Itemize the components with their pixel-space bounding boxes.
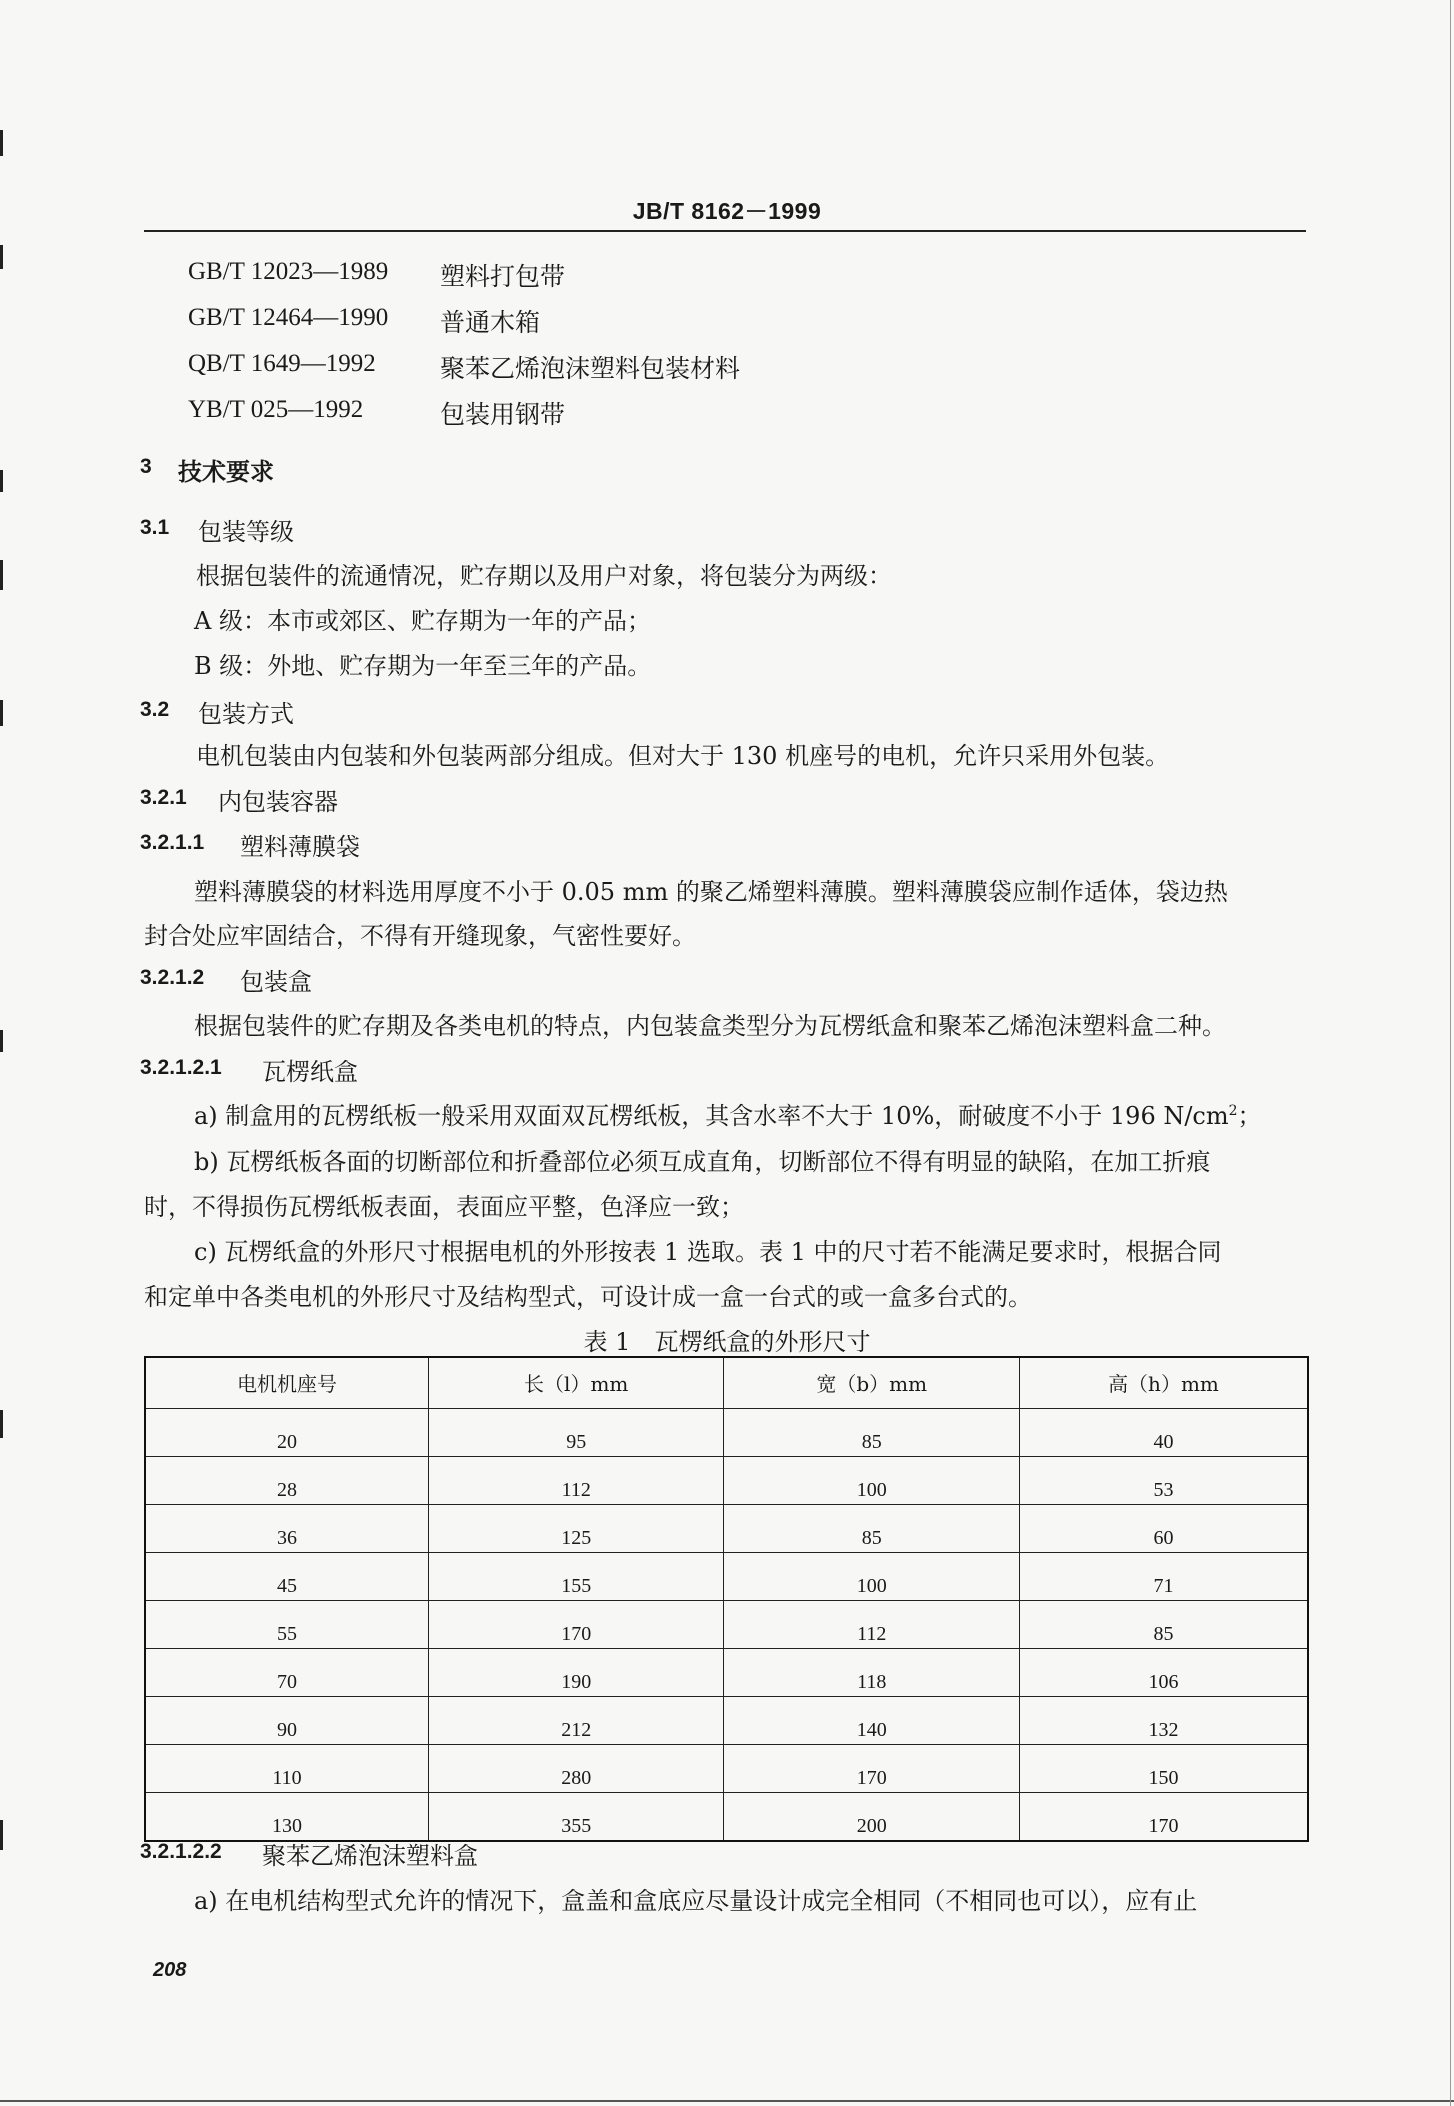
table-cell: 71 — [1019, 1553, 1308, 1601]
paragraph — [194, 1096, 1262, 1131]
dimension-table — [144, 1356, 1309, 1842]
table-cell: 155 — [428, 1553, 723, 1601]
table-cell: 70 — [145, 1649, 428, 1697]
scan-margin-mark — [0, 1030, 3, 1052]
table-cell: 118 — [724, 1649, 1020, 1697]
reference-code: YB/T 025—1992 — [188, 396, 364, 423]
scan-right-edge — [1450, 0, 1451, 2106]
table-cell: 190 — [428, 1649, 723, 1697]
scan-margin-mark — [0, 245, 3, 269]
paragraph: 根据包装件的流通情况，贮存期以及用户对象，将包装分为两级： — [196, 562, 892, 590]
table-cell: 106 — [1019, 1649, 1308, 1697]
table-cell: 53 — [1019, 1457, 1308, 1505]
paragraph: B 级：外地、贮存期为一年至三年的产品。 — [194, 652, 652, 680]
section-title: 包装盒 — [240, 968, 312, 996]
table-cell: 45 — [145, 1553, 428, 1601]
table-caption: 表 1 瓦楞纸盒的外形尺寸 — [583, 1328, 871, 1356]
section-number: 3.2.1.1 — [140, 831, 205, 854]
table-cell: 200 — [724, 1793, 1020, 1842]
scan-margin-mark — [0, 130, 3, 156]
reference-code: QB/T 1649—1992 — [188, 350, 376, 377]
page-number: 208 — [153, 1959, 187, 1981]
header-rule — [144, 230, 1306, 232]
table-cell: 170 — [428, 1601, 723, 1649]
scan-margin-mark — [0, 1820, 3, 1850]
section-number: 3.2 — [140, 698, 170, 721]
section-title: 瓦楞纸盒 — [262, 1058, 358, 1086]
paragraph: 电机包装由内包装和外包装两部分组成。但对大于 130 机座号的电机，允许只采用外包装。 — [196, 742, 1170, 770]
section-number: 3.2.1.2.1 — [140, 1056, 222, 1079]
table-cell: 85 — [1019, 1601, 1308, 1649]
section-title: 技术要求 — [178, 458, 274, 486]
table-cell: 28 — [145, 1457, 428, 1505]
paragraph: 封合处应牢固结合，不得有开缝现象，气密性要好。 — [144, 922, 696, 950]
section-number: 3.2.1.2.2 — [140, 1840, 222, 1863]
table-cell: 55 — [145, 1601, 428, 1649]
section-number: 3.1 — [140, 516, 170, 539]
table-cell: 170 — [724, 1745, 1020, 1793]
paragraph: A 级：本市或郊区、贮存期为一年的产品； — [194, 607, 651, 635]
section-number: 3.2.1 — [140, 786, 187, 809]
table-cell: 112 — [428, 1457, 723, 1505]
table-cell: 20 — [145, 1409, 428, 1457]
table-cell: 132 — [1019, 1697, 1308, 1745]
table-cell: 95 — [428, 1409, 723, 1457]
reference-title: 聚苯乙烯泡沫塑料包装材料 — [440, 354, 741, 383]
scan-margin-mark — [0, 560, 3, 590]
table-cell: 112 — [724, 1601, 1020, 1649]
table-row — [145, 1553, 1308, 1601]
section-title: 聚苯乙烯泡沫塑料盒 — [262, 1842, 478, 1870]
table-row — [145, 1745, 1308, 1793]
table-cell: 280 — [428, 1745, 723, 1793]
table-cell: 90 — [145, 1697, 428, 1745]
table-cell: 130 — [145, 1793, 428, 1842]
paragraph: a) 在电机结构型式允许的情况下，盒盖和盒底应尽量设计成完全相同（不相同也可以），应有止 — [194, 1887, 1198, 1915]
reference-code: GB/T 12464—1990 — [188, 304, 389, 331]
section-title: 包装方式 — [198, 700, 294, 728]
table-cell: 125 — [428, 1505, 723, 1553]
table-row — [145, 1697, 1308, 1745]
section-title: 塑料薄膜袋 — [240, 833, 360, 861]
reference-code: GB/T 12023—1989 — [188, 258, 389, 285]
reference-title: 塑料打包带 — [440, 262, 566, 291]
table-cell: 100 — [724, 1457, 1020, 1505]
table-row — [145, 1793, 1308, 1842]
scan-edge-rule — [0, 2100, 1454, 2102]
table-cell: 150 — [1019, 1745, 1308, 1793]
column-header: 高（h）mm — [1019, 1357, 1308, 1409]
paragraph: 和定单中各类电机的外形尺寸及结构型式，可设计成一盒一台式的或一盒多台式的。 — [144, 1283, 1032, 1311]
table-cell: 85 — [724, 1505, 1020, 1553]
table-row — [145, 1649, 1308, 1697]
table-cell: 100 — [724, 1553, 1020, 1601]
table-row — [145, 1505, 1308, 1553]
table-cell: 212 — [428, 1697, 723, 1745]
table-cell: 110 — [145, 1745, 428, 1793]
paragraph: 塑料薄膜袋的材料选用厚度不小于 0.05 mm 的聚乙烯塑料薄膜。塑料薄膜袋应制作适体，袋边热 — [194, 878, 1228, 906]
section-title: 内包装容器 — [218, 788, 338, 816]
column-header: 长（l）mm — [428, 1357, 723, 1409]
column-header: 电机机座号 — [145, 1357, 428, 1409]
paragraph: 时，不得损伤瓦楞纸板表面，表面应平整，色泽应一致； — [144, 1193, 744, 1221]
table-cell: 140 — [724, 1697, 1020, 1745]
table-cell: 85 — [724, 1409, 1020, 1457]
paragraph-text: a) 制盒用的瓦楞纸板一般采用双面双瓦楞纸板，其含水率不大于 10%，耐破度不小于 196 N/cm — [194, 1102, 1229, 1130]
table-cell: 170 — [1019, 1793, 1308, 1842]
paragraph-punct: ； — [1237, 1102, 1262, 1130]
section-number: 3.2.1.2 — [140, 966, 205, 989]
reference-title: 包装用钢带 — [440, 400, 566, 429]
column-header: 宽（b）mm — [724, 1357, 1020, 1409]
scan-margin-mark — [0, 700, 3, 726]
scan-margin-mark — [0, 1410, 3, 1438]
paragraph: b) 瓦楞纸板各面的切断部位和折叠部位必须互成直角，切断部位不得有明显的缺陷，在加工折痕 — [194, 1148, 1211, 1176]
scan-margin-mark — [0, 470, 3, 492]
table-cell: 40 — [1019, 1409, 1308, 1457]
reference-title: 普通木箱 — [440, 308, 541, 337]
table-header-row — [145, 1357, 1308, 1409]
section-title: 包装等级 — [198, 518, 294, 546]
table-cell: 60 — [1019, 1505, 1308, 1553]
table-row — [145, 1409, 1308, 1457]
table-cell: 36 — [145, 1505, 428, 1553]
table-row — [145, 1457, 1308, 1505]
paragraph: 根据包装件的贮存期及各类电机的特点，内包装盒类型分为瓦楞纸盒和聚苯乙烯泡沫塑料盒二种。 — [194, 1012, 1226, 1040]
section-number: 3 — [140, 455, 152, 478]
superscript: 2 — [1228, 1103, 1238, 1119]
paragraph: c) 瓦楞纸盒的外形尺寸根据电机的外形按表 1 选取。表 1 中的尺寸若不能满足要求时，根据合同 — [194, 1238, 1222, 1266]
table-cell: 355 — [428, 1793, 723, 1842]
page-header-title: JB/T 8162－1999 — [632, 198, 822, 224]
table-row — [145, 1601, 1308, 1649]
